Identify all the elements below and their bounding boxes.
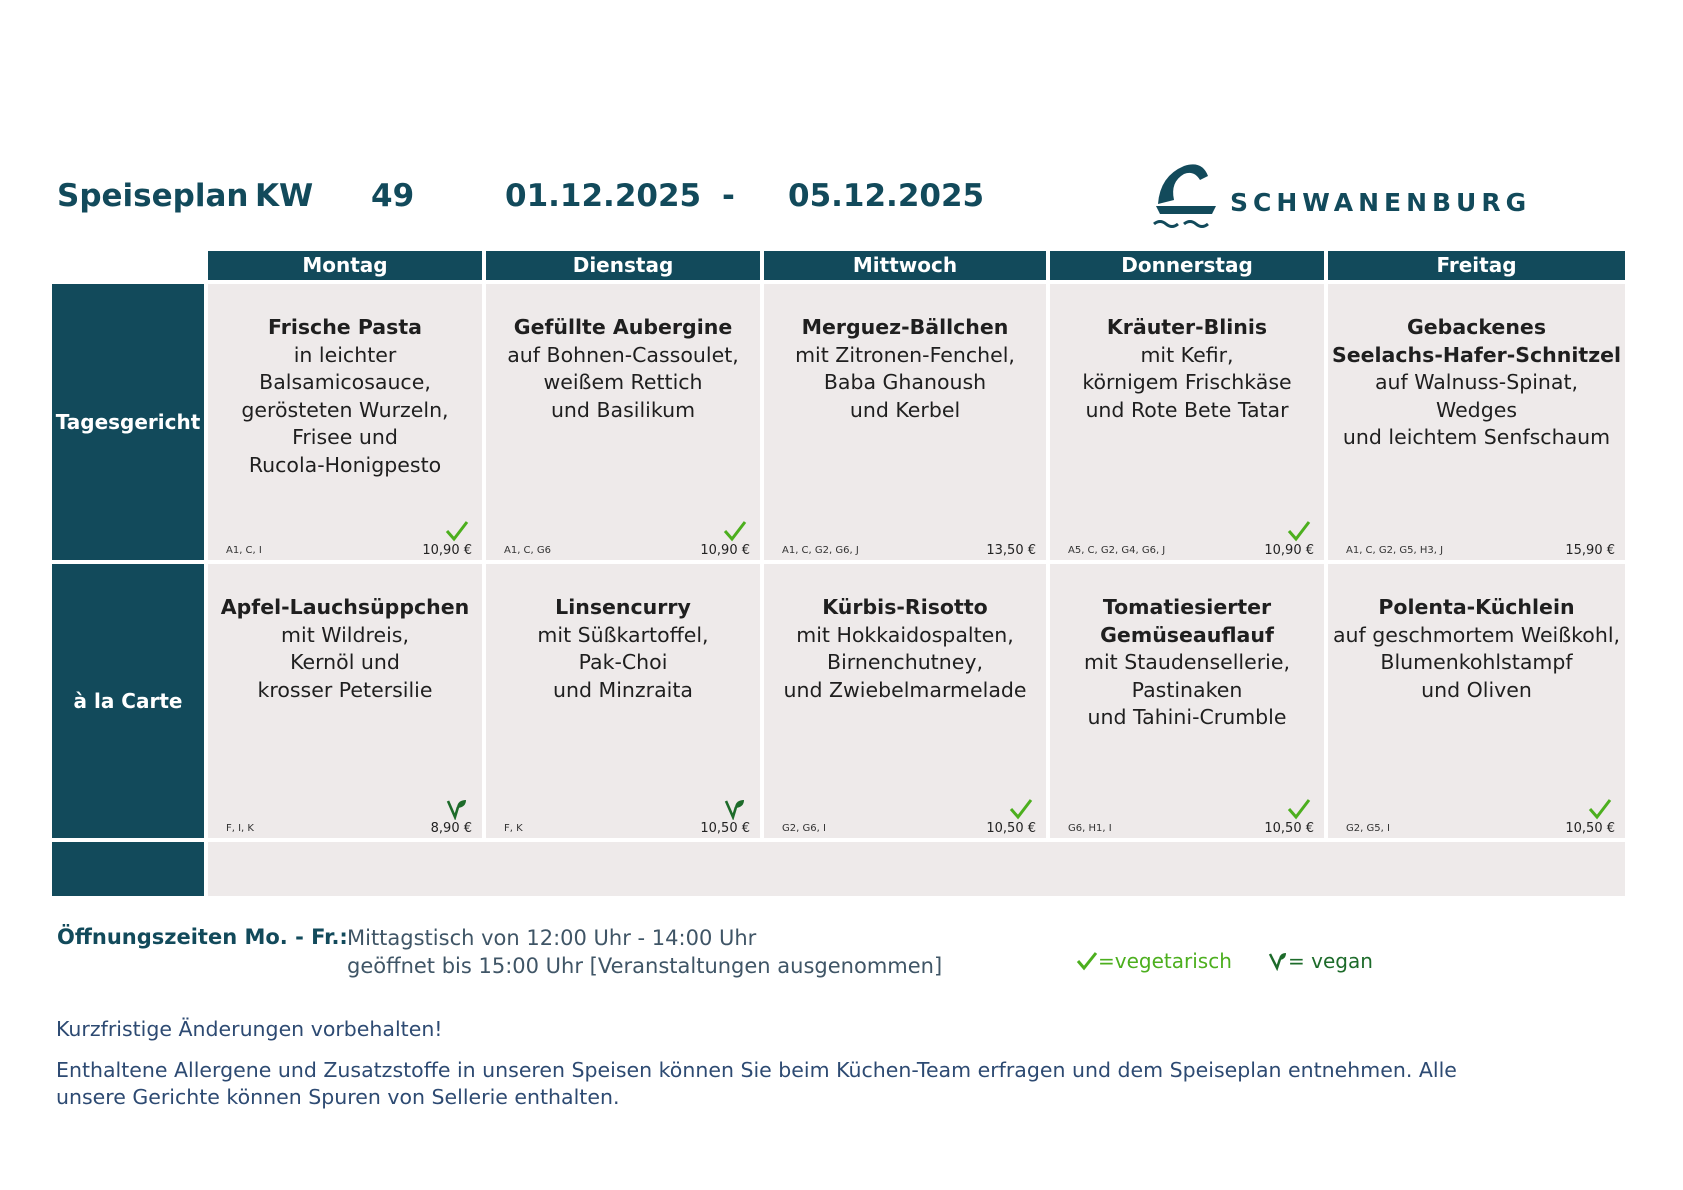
date-separator: - [722,178,735,214]
menu-cell [1050,284,1324,560]
menu-cell [486,284,760,560]
dish-detail: Birnenchutney, [827,650,983,674]
dish-detail: mit Staudensellerie, [1084,650,1290,674]
dish-detail: und Kerbel [849,397,961,422]
dish-title: Tomatiesierter [1102,595,1272,619]
price: 13,50 € [986,543,1036,558]
day-header-3: Donnerstag [1050,251,1324,280]
row-header-0: Tagesgericht [52,284,204,560]
dish-detail: auf Walnuss-Spinat, [1374,370,1579,394]
day-header-0: Montag [208,251,482,280]
dish-detail: Frisee und [292,425,398,449]
dish-title: Apfel-Lauchsüppchen [220,595,470,619]
dish-title: Gefüllte Aubergine [513,315,733,339]
vegan-leaf-icon [1268,951,1288,971]
opening-hours-label: Öffnungszeiten Mo. - Fr.: [57,925,348,949]
dish-detail: Pak-Choi [578,650,668,674]
dish-title: Linsencurry [555,595,691,619]
dish-detail: Blumenkohlstampf [1380,650,1573,674]
vegetarian-check-icon [1076,951,1098,971]
legend-vegetarian [1076,949,1232,973]
week-number: 49 [371,178,415,214]
allergen-codes: G2, G5, I [1346,823,1390,834]
day-header-2: Mittwoch [764,251,1046,280]
dish-detail: mit Süßkartoffel, [537,622,709,647]
opening-hours-line2: geöffnet bis 15:00 Uhr [Veranstaltungen ausgenommen] [347,954,943,978]
dish-detail: Rucola-Honigpesto [248,452,442,477]
page-title: Speiseplan [57,178,249,214]
vegetarian-check-icon [1286,520,1312,542]
vegetarian-check-icon [1587,798,1613,820]
allergen-codes: G6, H1, I [1068,823,1112,834]
brand-name: SCHWANENBURG [1230,188,1532,217]
dish-detail: in leichter [293,342,397,367]
dish-detail: weißem Rettich [543,370,703,394]
date-to: 05.12.2025 [788,178,985,214]
menu-cell [1328,284,1625,560]
dish-detail: und Zwiebelmarmelade [783,677,1027,702]
dish-detail: mit Wildreis, [281,622,409,647]
price: 8,90 € [430,821,472,836]
allergen-codes: A1, C, G2, G5, H3, J [1346,545,1444,556]
allergen-codes: F, I, K [226,823,254,834]
price: 15,90 € [1565,543,1615,558]
dish-detail: und Rote Bete Tatar [1085,397,1289,422]
vegan-leaf-icon [722,798,748,820]
allergen-codes: A1, C, I [226,545,262,556]
menu-cell [1050,564,1324,838]
empty-row-header [52,842,204,896]
row-header-1: à la Carte [52,564,204,838]
dish-detail: und Oliven [1421,677,1532,702]
dish-title: Kräuter-Blinis [1106,315,1268,339]
legend-vegan [1268,949,1373,973]
menu-cell [1328,564,1625,838]
dish-description [1050,564,1324,732]
vegetarian-check-icon [1286,798,1312,820]
dish-title: Kürbis-Risotto [822,595,988,619]
dish-detail: auf Bohnen-Cassoulet, [507,342,739,367]
dish-description [486,564,760,704]
dish-detail: Wedges [1436,397,1517,422]
dish-detail: und Tahini-Crumble [1087,705,1287,729]
dish-description [208,564,482,704]
price: 10,50 € [700,821,750,836]
dish-detail: Kernöl und [290,650,400,674]
menu-cell [208,284,482,560]
vegetarian-check-icon [1008,798,1034,820]
dish-detail: mit Zitronen-Fenchel, [795,342,1015,367]
dish-detail: und Basilikum [550,397,696,422]
dish-description [208,284,482,479]
opening-hours-line1: Mittagstisch von 12:00 Uhr - 14:00 Uhr [347,926,757,950]
dish-title: Merguez-Bällchen [801,315,1009,339]
legend-vegan-label: = vegan [1288,949,1373,973]
dish-detail: gerösteten Wurzeln, [241,397,449,422]
dish-title: Gemüseauflauf [1100,622,1274,647]
dish-detail: und leichtem Senfschaum [1342,425,1611,449]
brand-logo [1150,156,1600,236]
menu-cell [764,284,1046,560]
dish-description [764,564,1046,704]
swan-icon [1150,156,1220,236]
day-header-4: Freitag [1328,251,1625,280]
dish-description [1050,284,1324,424]
allergen-codes: G2, G6, I [782,823,826,834]
allergen-codes: A1, C, G2, G6, J [782,545,859,556]
price: 10,50 € [986,821,1036,836]
dish-title: Polenta-Küchlein [1378,595,1575,619]
day-header-1: Dienstag [486,251,760,280]
menu-cell [208,564,482,838]
vegetarian-check-icon [444,520,470,542]
dish-detail: Pastinaken [1131,677,1243,702]
dish-detail: körnigem Frischkäse [1082,370,1292,394]
allergen-note-line1: Enthaltene Allergene und Zusatzstoffe in unseren Speisen können Sie beim Küchen-Team erfragen und dem Speiseplan entnehmen. Alle [56,1058,1457,1082]
price: 10,50 € [1565,821,1615,836]
dish-detail: mit Hokkaidospalten, [796,622,1014,647]
allergen-codes: A5, C, G2, G4, G6, J [1068,545,1166,556]
dish-title: Seelachs-Hafer-Schnitzel [1331,342,1622,367]
price: 10,50 € [1264,821,1314,836]
week-label: KW [255,178,314,214]
dish-title: Gebackenes [1406,315,1547,339]
dish-detail: mit Kefir, [1140,342,1234,367]
dish-title: Frische Pasta [268,315,422,339]
menu-cell [764,564,1046,838]
date-from: 01.12.2025 [505,178,702,214]
vegetarian-check-icon [722,520,748,542]
dish-detail: Balsamicosauce, [259,370,431,394]
dish-description [1328,564,1625,704]
allergen-note-line2: unsere Gerichte können Spuren von Sellerie enthalten. [56,1085,620,1109]
empty-row [208,842,1625,896]
menu-cell [486,564,760,838]
dish-description [764,284,1046,424]
dish-detail: und Minzraita [553,677,693,702]
legend-vegetarian-label: =vegetarisch [1098,949,1232,973]
vegan-leaf-icon [444,798,470,820]
price: 10,90 € [1264,543,1314,558]
dish-detail: krosser Petersilie [257,677,433,702]
dish-description [486,284,760,424]
dish-detail: Baba Ghanoush [823,370,987,394]
changes-note: Kurzfristige Änderungen vorbehalten! [56,1017,443,1041]
dish-detail: auf geschmortem Weißkohl, [1332,622,1621,647]
price: 10,90 € [422,543,472,558]
allergen-codes: F, K [504,823,523,834]
price: 10,90 € [700,543,750,558]
dish-description [1328,284,1625,452]
allergen-codes: A1, C, G6 [504,545,552,556]
